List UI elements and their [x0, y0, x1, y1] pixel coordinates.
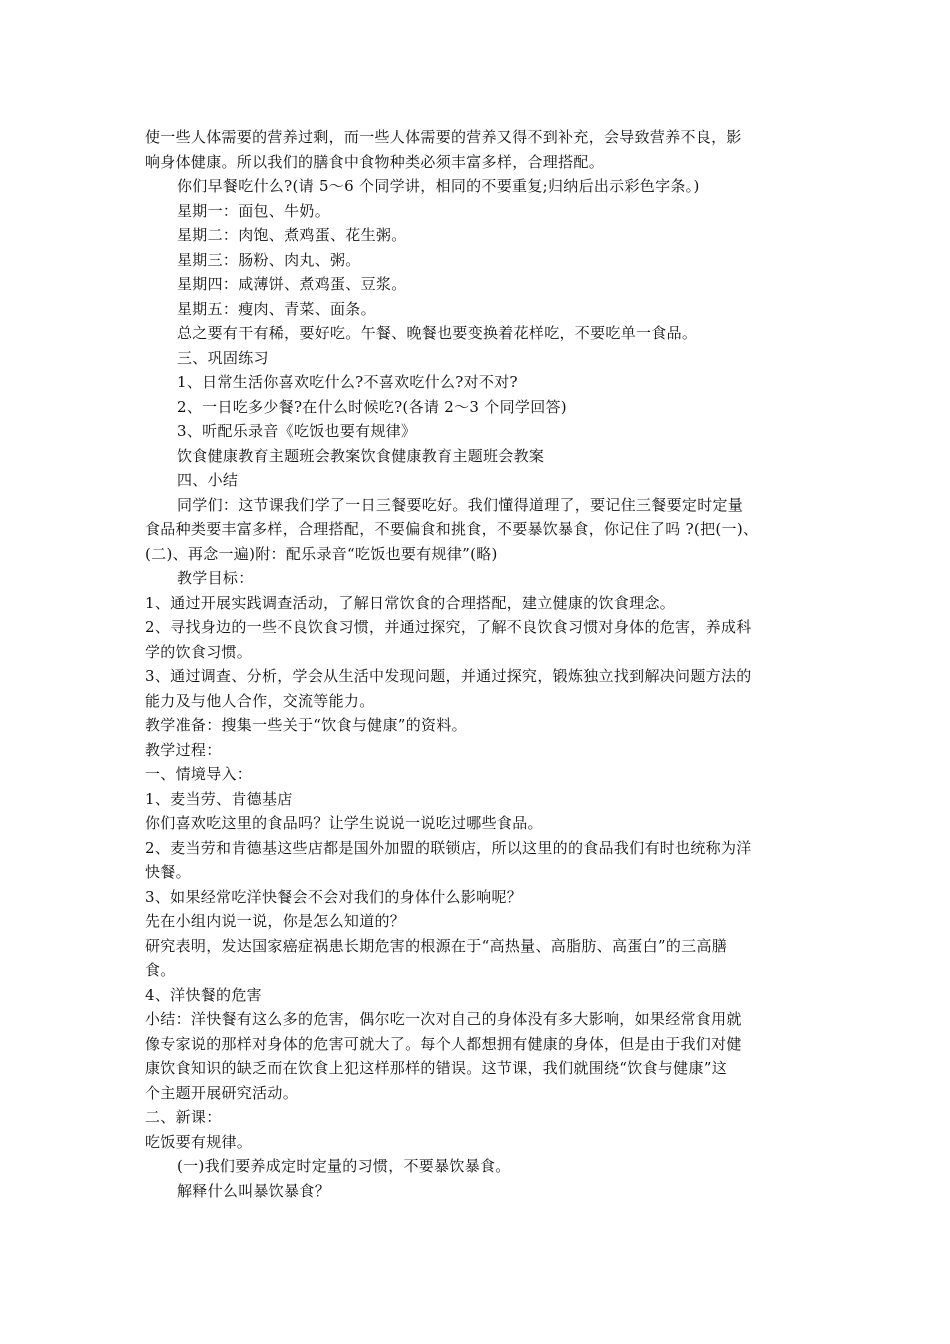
text-line: 一、情境导入：	[145, 765, 253, 783]
text-line: 小结：洋快餐有这么多的危害，偶尔吃一次对自己的身体没有多大影响，如果经常食用就	[145, 1010, 742, 1028]
text-line: 个主题开展研究活动。	[145, 1083, 299, 1102]
text-line: 3、听配乐录音《吃饭也要有规律》	[177, 422, 417, 440]
text-line: 你们早餐吃什么?(请 5～6 个同学讲，相同的不要重复;归纳后出示彩色字条。)	[177, 177, 700, 195]
text-line: 四、小结	[177, 471, 239, 489]
text-line: 星期五：瘦肉、青菜、面条。	[177, 299, 376, 318]
text-line: 2、寻找身边的一些不良饮食习惯，并通过探究，了解不良饮食习惯对身体的危害，养成科	[145, 618, 752, 636]
text-line: 星期一：面包、牛奶。	[177, 201, 331, 220]
text-line: 三、巩固练习	[177, 348, 269, 367]
text-line: 响身体健康。所以我们的膳食中食物种类必须丰富多样，合理搭配。	[145, 152, 605, 171]
text-line: 解释什么叫暴饮暴食？	[177, 1181, 331, 1200]
text-line: 学的饮食习惯。	[145, 642, 253, 661]
text-line: 康饮食知识的缺乏而在饮食上犯这样那样的错误。这节课，我们就围绕“饮食与健康”这	[145, 1059, 728, 1077]
text-line: 教学准备：搜集一些关于“饮食与健康”的资料。	[145, 716, 467, 734]
text-line: 星期三：肠粉、肉丸、粥。	[177, 250, 361, 269]
text-line: 总之要有干有稀，要好吃。午餐、晚餐也要变换着花样吃，不要吃单一食品。	[177, 324, 698, 342]
text-line: 你们喜欢吃这里的食品吗？让学生说说一说吃过哪些食品。	[145, 814, 543, 832]
text-line: 吃饭要有规律。	[145, 1132, 253, 1151]
text-line: (一)我们要养成定时定量的习惯，不要暴饮暴食。	[177, 1157, 511, 1175]
text-line: 快餐。	[145, 863, 191, 881]
text-line: 3、如果经常吃洋快餐会不会对我们的身体什么影响呢？	[145, 887, 523, 906]
text-line: 食。	[145, 961, 176, 979]
text-line: 教学过程：	[145, 740, 222, 759]
text-line: 4、洋快餐的危害	[145, 985, 262, 1004]
text-line: 3、通过调查、分析，学会从生活中发现问题，并通过探究，锻炼独立找到解决问题方法的	[145, 667, 752, 685]
document-page	[145, 125, 809, 1203]
text-line: 使一些人体需要的营养过剩，而一些人体需要的营养又得不到补充，会导致营养不良，影	[145, 128, 742, 146]
text-line: 饮食健康教育主题班会教案饮食健康教育主题班会教案	[177, 446, 545, 465]
text-line: 星期二：肉饱、煮鸡蛋、花生粥。	[177, 226, 407, 244]
text-line: 星期四：咸薄饼、煮鸡蛋、豆浆。	[177, 275, 407, 293]
text-line: 能力及与他人合作，交流等能力。	[145, 691, 375, 710]
text-line: 教学目标：	[177, 569, 254, 587]
text-line: 1、麦当劳、肯德基店	[145, 789, 293, 808]
text-line: 同学们：这节课我们学了一日三餐要吃好。我们懂得道理了，要记住三餐要定时定量	[177, 495, 744, 514]
text-line: 2、一日吃多少餐?在什么时候吃?(各请 2～3 个同学回答)	[177, 397, 567, 416]
text-line: 研究表明，发达国家癌症祸患长期危害的根源在于“高热量、高脂肪、高蛋白”的三高膳	[145, 936, 728, 955]
text-line: 二、新课：	[145, 1108, 222, 1126]
text-line: 1、日常生活你喜欢吃什么?不喜欢吃什么?对不对?	[177, 373, 518, 391]
text-line: 食品种类要丰富多样，合理搭配，不要偏食和挑食，不要暴饮暴食，你记住了吗 ?(把(一)、	[145, 520, 759, 538]
text-line: 1、通过开展实践调查活动，了解日常饮食的合理搭配，建立健康的饮食理念。	[145, 593, 676, 612]
text-line: 2、麦当劳和肯德基这些店都是国外加盟的联锁店，所以这里的的食品我们有时也统称为洋	[145, 838, 752, 857]
text-line: 先在小组内说一说，你是怎么知道的？	[145, 912, 406, 930]
text-line: 像专家说的那样对身体的危害可就大了。每个人都想拥有健康的身体，但是由于我们对健	[145, 1034, 742, 1053]
text-line: (二)、再念一遍)附：配乐录音“吃饭也要有规律”(略)	[145, 544, 498, 563]
